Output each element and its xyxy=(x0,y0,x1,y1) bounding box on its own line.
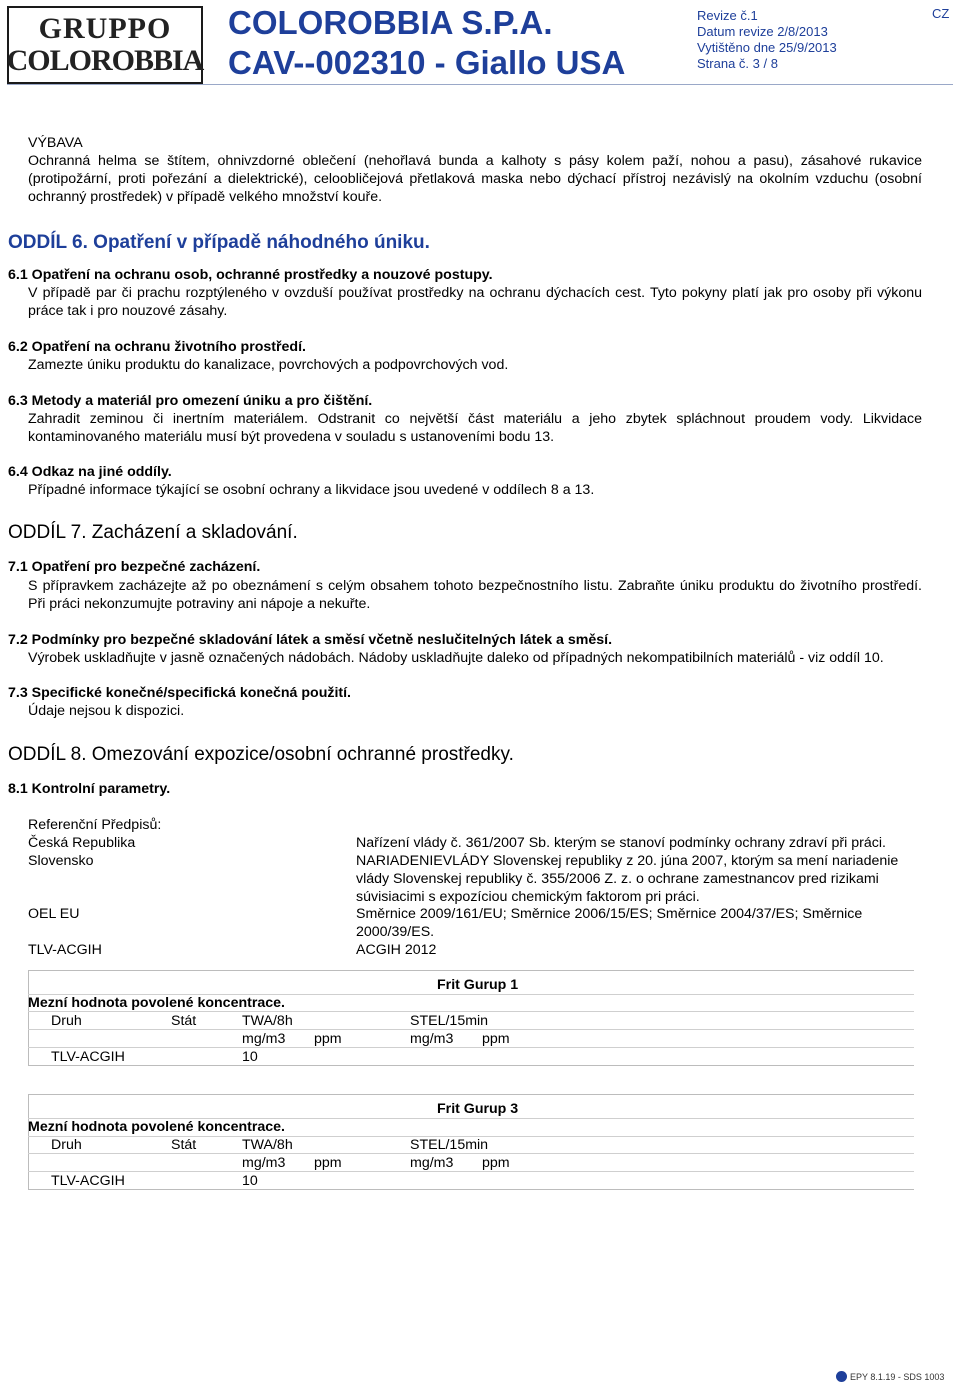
epy-logo-icon xyxy=(836,1371,847,1382)
footer-text: EPY 8.1.19 - SDS 1003 xyxy=(850,1371,945,1382)
row-value: 10 xyxy=(242,1049,258,1065)
section-6-2-title: 6.2 Opatření na ochranu životního prostředí. xyxy=(8,339,306,355)
section-7-2-title: 7.2 Podmínky pro bezpečné skladování látek a směsí včetně neslučitelných látek a směsí. xyxy=(8,632,613,648)
unit-mg: mg/m3 xyxy=(242,1155,286,1171)
section-6-4-title: 6.4 Odkaz na jiné oddíly. xyxy=(8,464,172,480)
section-7-1-text: S přípravkem zacházejte až po obeznámení s celým obsahem tohoto bezpečnostního listu. Zabraňte úniku produktu do životního prostředí. Při práci nekonzumujte potraviny ani nápoje a nekuřte. xyxy=(28,578,922,612)
unit-ppm: ppm xyxy=(482,1155,510,1171)
footer xyxy=(836,1371,944,1382)
ref-country: TLV-ACGIH xyxy=(28,942,102,958)
ref-country: Česká Republika xyxy=(28,835,136,851)
col-stel: STEL/15min xyxy=(410,1013,489,1029)
unit-ppm: ppm xyxy=(314,1031,342,1047)
section-6-2-text: Zamezte úniku produktu do kanalizace, povrchových a podpovrchových vod. xyxy=(28,357,509,373)
unit-mg: mg/m3 xyxy=(410,1155,454,1171)
header-divider xyxy=(7,84,953,85)
section-7-title: ODDÍL 7. Zacházení a skladování. xyxy=(8,522,298,543)
row-type: TLV-ACGIH xyxy=(51,1173,125,1189)
product-name: CAV--002310 - Giallo USA xyxy=(228,44,626,81)
revision: Revize č.1 xyxy=(697,8,758,23)
col-stel: STEL/15min xyxy=(410,1137,489,1153)
section-6-1-text: V případě par či prachu rozptýleného v ovzduší používat prostředky na ochranu dýchacích cest. Tyto pokyny platí jak pro osoby při výkonu práce tak i pro nouzové zásahy. xyxy=(28,285,922,319)
substance-name: Frit Gurup 1 xyxy=(437,977,519,993)
page-number: Strana č. 3 / 8 xyxy=(697,56,778,71)
company-name: COLOROBBIA S.P.A. xyxy=(228,4,553,41)
col-druh: Druh xyxy=(51,1137,82,1153)
section-8-title: ODDÍL 8. Omezování expozice/osobní ochranné prostředky. xyxy=(8,744,514,765)
col-twa: TWA/8h xyxy=(242,1137,293,1153)
section-7-3-title: 7.3 Specifické konečné/specifická konečná použití. xyxy=(8,685,352,701)
row-value: 10 xyxy=(242,1173,258,1189)
logo-line2: COLOROBBIA xyxy=(6,44,204,77)
ref-text: ACGIH 2012 xyxy=(356,942,437,958)
print-date: Vytištěno dne 25/9/2013 xyxy=(697,40,837,55)
unit-ppm: ppm xyxy=(314,1155,342,1171)
vybava-title: VÝBAVA xyxy=(28,135,83,151)
section-7-3-text: Údaje nejsou k dispozici. xyxy=(28,703,185,719)
vybava-text: Ochranná helma se štítem, ohnivzdorné oblečení (nehořlavá bunda a kalhoty s pásy kolem paží, nohou a pasu), zásahové rukavice (protipožární, proti pořezání a dielektrické), celoobličejová přetlaková maska nebo dýchací přístroj nezávislý na okolním vzduchu (osobní ochranný prostředek) v případě velkého množství kouře. xyxy=(28,153,922,205)
revision-date: Datum revize 2/8/2013 xyxy=(697,24,828,39)
unit-mg: mg/m3 xyxy=(242,1031,286,1047)
table-label: Mezní hodnota povolené koncentrace. xyxy=(28,1119,285,1135)
table-label: Mezní hodnota povolené koncentrace. xyxy=(28,995,285,1011)
section-7-1-title: 7.1 Opatření pro bezpečné zacházení. xyxy=(8,559,261,575)
references-label: Referenční Předpisů: xyxy=(28,817,162,833)
section-6-4-text: Případné informace týkající se osobní ochrany a likvidace jsou uvedené v oddílech 8 a 13. xyxy=(28,482,595,498)
col-stat: Stát xyxy=(171,1013,197,1029)
ref-text: Nařízení vlády č. 361/2007 Sb. kterým se stanoví podmínky ochrany zdraví při práci. xyxy=(356,835,886,851)
ref-country: Slovensko xyxy=(28,853,94,869)
table-divider xyxy=(28,1171,914,1172)
logo-line1: GRUPPO xyxy=(38,12,172,45)
ref-country: OEL EU xyxy=(28,906,80,922)
table-divider xyxy=(28,1047,914,1048)
ref-text: NARIADENIEVLÁDY Slovenskej republiky z 20. júna 2007, ktorým sa mení nariadenie vlády Slovenskej republiky č. 355/2006 Z. z. o ochrane zamestnancov pred rizikami súvisiacimi s expozíciou chemickým faktorom pri práci. xyxy=(356,853,899,905)
substance-name: Frit Gurup 3 xyxy=(437,1101,519,1117)
ref-text: Směrnice 2009/161/EU; Směrnice 2006/15/ES; Směrnice 2004/37/ES; Směrnice 2000/39/ES. xyxy=(356,906,863,940)
unit-ppm: ppm xyxy=(482,1031,510,1047)
section-6-title: ODDÍL 6. Opatření v případě náhodného úniku. xyxy=(8,232,430,253)
company-logo xyxy=(7,6,203,84)
section-6-1-title: 6.1 Opatření na ochranu osob, ochranné prostředky a nouzové postupy. xyxy=(8,267,493,283)
section-7-2-text: Výrobek uskladňujte v jasně označených nádobách. Nádoby uskladňujte daleko od případných nekompatibilních materiálů - viz oddíl 10. xyxy=(28,650,884,666)
language-code: CZ xyxy=(932,6,950,21)
row-type: TLV-ACGIH xyxy=(51,1049,125,1065)
col-druh: Druh xyxy=(51,1013,82,1029)
section-6-3-text: Zahradit zeminou či inertním materiálem. Odstranit co největší část materiálu a jeho zbytek spláchnout proudem vody. Likvidace kontaminovaného materiálu musí být provedena v souladu s ustanoveními bodu 13. xyxy=(28,411,922,445)
section-8-1-title: 8.1 Kontrolní parametry. xyxy=(8,781,171,797)
col-twa: TWA/8h xyxy=(242,1013,293,1029)
unit-mg: mg/m3 xyxy=(410,1031,454,1047)
section-6-3-title: 6.3 Metody a materiál pro omezení úniku a pro čištění. xyxy=(8,393,373,409)
col-stat: Stát xyxy=(171,1137,197,1153)
